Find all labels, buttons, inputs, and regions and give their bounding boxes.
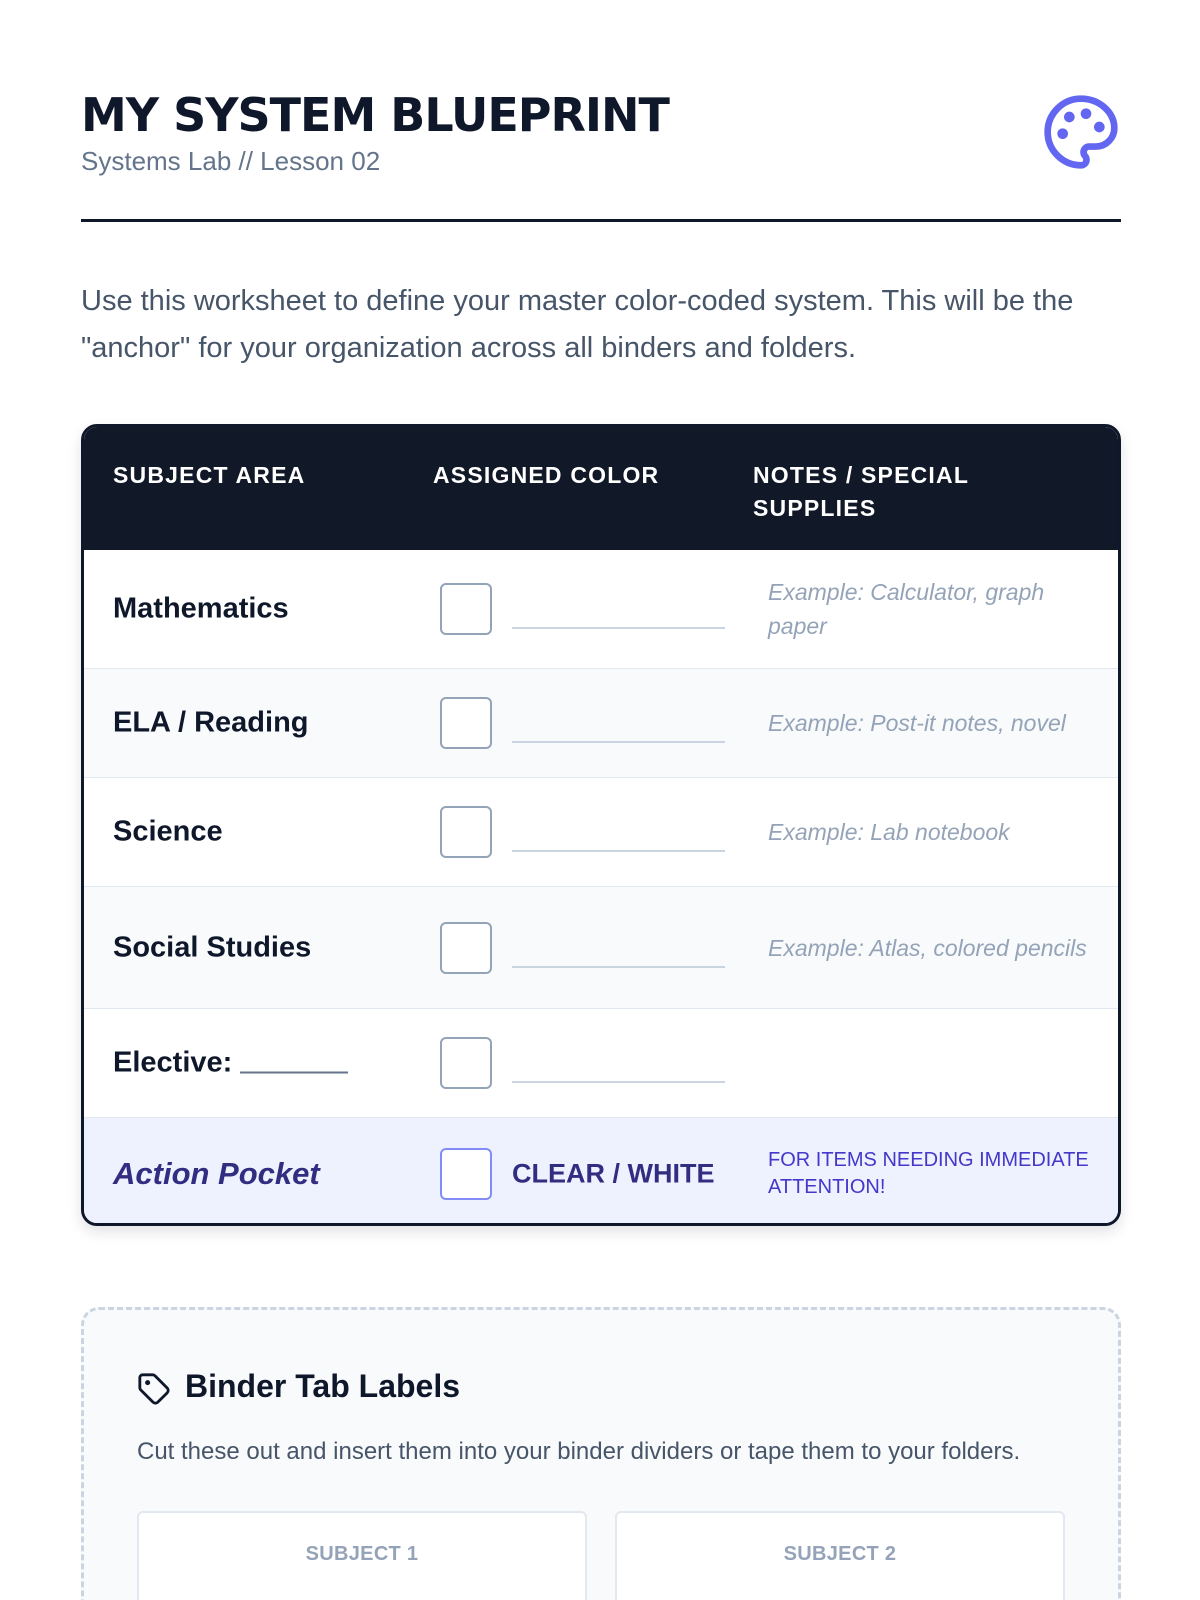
column-header-subject: SUBJECT AREA <box>113 462 306 488</box>
subject-label: Mathematics <box>113 592 289 625</box>
tab-label-card[interactable] <box>137 1511 587 1600</box>
subject-label: ELA / Reading <box>113 706 309 739</box>
subject-label <box>113 1047 348 1080</box>
color-swatch-box[interactable] <box>440 583 492 635</box>
color-name-line[interactable] <box>512 850 725 852</box>
palette-icon <box>1041 92 1121 172</box>
section-title: Binder Tab Labels <box>185 1368 461 1404</box>
tab-label-title: SUBJECT 2 <box>783 1543 897 1565</box>
elective-blank-line[interactable] <box>240 1072 348 1074</box>
table-row <box>84 550 1118 669</box>
table-header <box>84 427 1118 550</box>
action-pocket-note: FOR ITEMS NEEDING IMMEDIATE ATTENTION! <box>768 1148 1089 1198</box>
color-swatch-box[interactable] <box>440 1148 492 1200</box>
action-pocket-color: CLEAR / WHITE <box>512 1158 715 1188</box>
tab-label-card[interactable] <box>615 1511 1065 1600</box>
note-text: Example: Calculator, graph paper <box>768 579 1045 639</box>
subject-label: Social Studies <box>113 931 312 963</box>
section-description: Cut these out and insert them into your binder dividers or tape them to your folders. <box>137 1438 1021 1465</box>
note-text: Example: Atlas, colored pencils <box>768 934 1087 961</box>
column-header-color: ASSIGNED COLOR <box>433 462 660 488</box>
elective-label: Elective: <box>113 1046 233 1079</box>
color-name-line[interactable] <box>512 627 725 629</box>
tag-icon <box>137 1372 171 1406</box>
table-row <box>84 669 1118 778</box>
action-pocket-row <box>84 1118 1118 1226</box>
action-pocket-label: Action Pocket <box>113 1155 320 1191</box>
color-name-line[interactable] <box>512 741 725 743</box>
subject-label: Science <box>113 815 223 848</box>
color-name-line[interactable] <box>512 966 725 968</box>
color-swatch-box[interactable] <box>440 697 492 749</box>
note-text: Example: Lab notebook <box>768 819 1010 845</box>
note-text: Example: Post-it notes, novel <box>768 710 1066 736</box>
tab-label-title: SUBJECT 1 <box>305 1543 419 1565</box>
binder-tab-labels-section <box>81 1307 1121 1600</box>
table-row <box>84 1009 1118 1118</box>
color-swatch-box[interactable] <box>440 922 492 974</box>
table-row <box>84 778 1118 887</box>
column-header-notes: NOTES / SPECIAL SUPPLIES <box>753 462 969 521</box>
page-subtitle: Systems Lab // Lesson 02 <box>81 146 381 176</box>
color-swatch-box[interactable] <box>440 1037 492 1089</box>
color-swatch-box[interactable] <box>440 806 492 858</box>
system-table <box>81 424 1121 1226</box>
table-row <box>84 887 1118 1009</box>
page-header <box>81 80 1121 222</box>
page-title: MY SYSTEM BLUEPRINT <box>81 88 669 142</box>
intro-text: Use this worksheet to define your master color-coded system. This will be the "anchor" for your organization across all binders and folders. <box>81 285 1074 364</box>
color-name-line[interactable] <box>512 1081 725 1083</box>
